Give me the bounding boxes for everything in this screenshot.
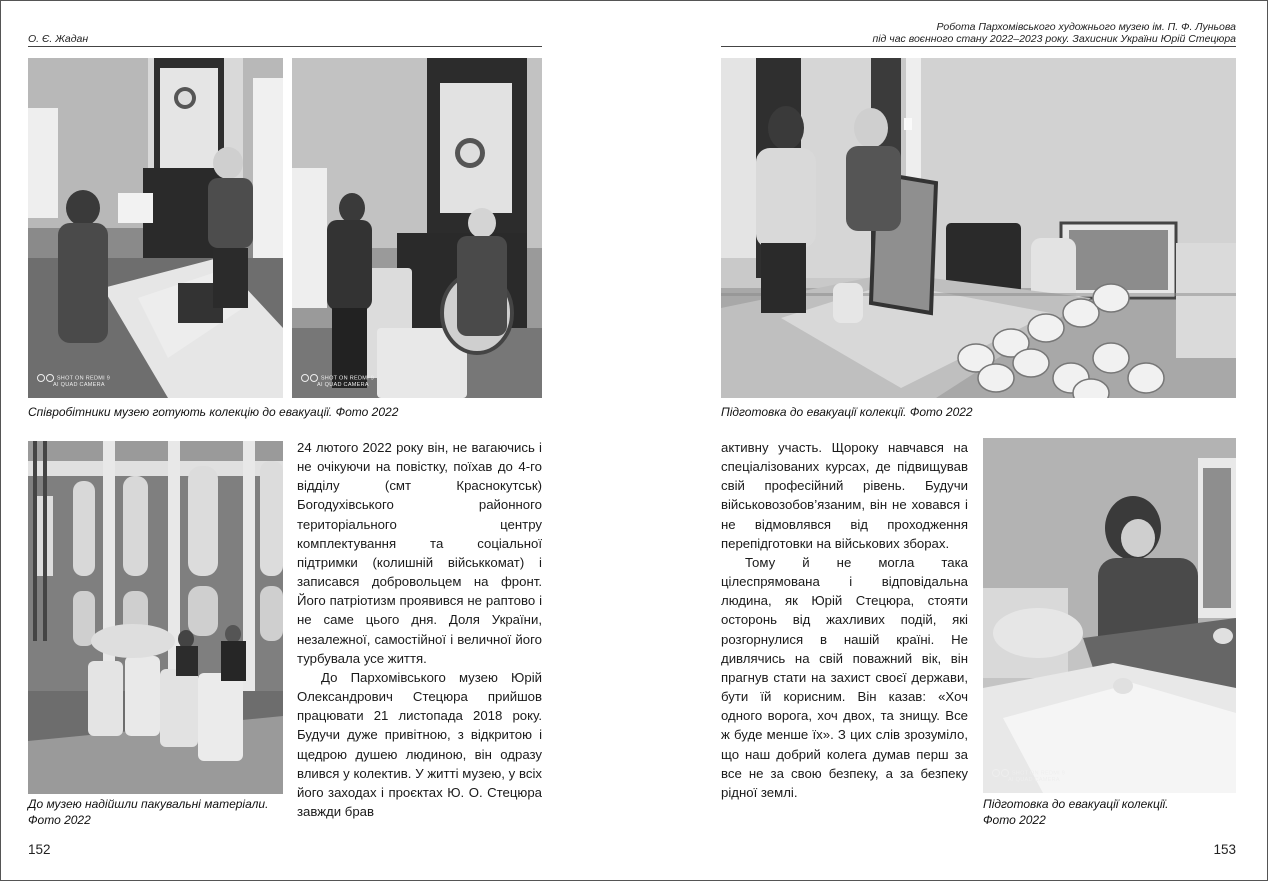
photo-packing-materials-arrived <box>28 441 283 794</box>
caption-side-right-line1: Підготовка до евакуації колекції. <box>983 797 1169 811</box>
left-paragraph-1: 24 лютого 2022 року він, не вагаючись і не очікуючи на повістку, поїхав до 4-го відділу (смт Краснокутськ) Богодухівського районного територіального центру комплектування та соціальної підтримки (колишній військкомат) і записався добровольцем на фронт. Його патріотизм проявився не раптово і не саме цього дня. Доля України, незалежної, самостійної і величної його турбувала усе життя. <box>297 440 542 666</box>
caption-side-right-line2: Фото 2022 <box>983 813 1046 827</box>
right-running-head-line1: Робота Пархомівського художнього музею ім. П. Ф. Луньова <box>936 21 1236 33</box>
caption-bottom-left <box>28 796 288 828</box>
left-running-head: О. Є. Жадан <box>28 33 89 45</box>
camera-lens-icon <box>301 374 309 382</box>
left-header-rule <box>28 46 542 47</box>
photo-staff-preparing-collection <box>28 58 283 398</box>
caption-top-left: Співробітники музею готують колекцію до евакуації. Фото 2022 <box>28 405 399 419</box>
right-body-text <box>721 438 968 802</box>
camera-lens-icon <box>37 374 45 382</box>
right-header-rule <box>721 46 1236 47</box>
right-running-head-line2: під час воєнного стану 2022–2023 року. Захисник України Юрій Стецюра <box>872 33 1236 45</box>
camera-watermark: SHOT ON REDMI 9 AI QUAD CAMERA <box>37 374 110 389</box>
left-paragraph-2: До Пархомівського музею Юрій Олександрович Стецюра прийшов працювати 21 листопада 2018 року. Будучи дуже привітною, з відкритою і щедрою душею людиною, він одразу влився у колектив. У житті музею, у всіх його заходах і проєктах Ю. О. Стецюра завжди брав <box>297 669 542 819</box>
caption-bottom-left-line2: Фото 2022 <box>28 813 91 827</box>
camera-lens-icon <box>1001 769 1009 777</box>
right-running-head <box>636 21 1236 45</box>
left-body-text <box>297 438 542 821</box>
photo-spreading-paper <box>983 438 1236 793</box>
caption-top-right: Підготовка до евакуації колекції. Фото 2022 <box>721 405 973 419</box>
camera-lens-icon <box>46 374 54 382</box>
page-number-left: 152 <box>28 842 51 857</box>
right-paragraph-2: Тому й не могла така цілеспрямована і відповідальна людина, як Юрій Стецюра, стояти осторонь від жахливих подій, які розгорнулися в нашій країні. Не дивлячись на свій поважний вік, він прагнув стати на захист своєї держави, бути їй корисним. Він казав: «Хоч одного ворога, хоч двох, та знищу. Все ж буде менше їх». З цих слів зрозуміло, що наш добрий колега думав перш за все не за свою безпеку, а за безпеку рідної землі. <box>721 554 968 800</box>
page-number-right: 153 <box>1213 842 1236 857</box>
camera-watermark: SHOT ON REDMI 9 AI QUAD CAMERA <box>301 374 374 389</box>
photo-staff-packing-boxes <box>292 58 542 398</box>
camera-lens-icon <box>310 374 318 382</box>
camera-lens-icon <box>992 769 1000 777</box>
camera-watermark: SHOT ON REDMI 9 AI QUAD CAMERA <box>992 769 1065 784</box>
caption-side-right <box>983 796 1236 828</box>
photo-wrapping-painting <box>721 58 1236 398</box>
caption-bottom-left-line1: До музею надійшли пакувальні матеріали. <box>28 797 269 811</box>
right-paragraph-1: активну участь. Щороку навчався на спеціалізованих курсах, де підвищував свій професійний рівень. Будучи військовозобов’язаним, він не ховався і не відмовлявся від проходження перепідготовки на військових зборах. <box>721 440 968 551</box>
